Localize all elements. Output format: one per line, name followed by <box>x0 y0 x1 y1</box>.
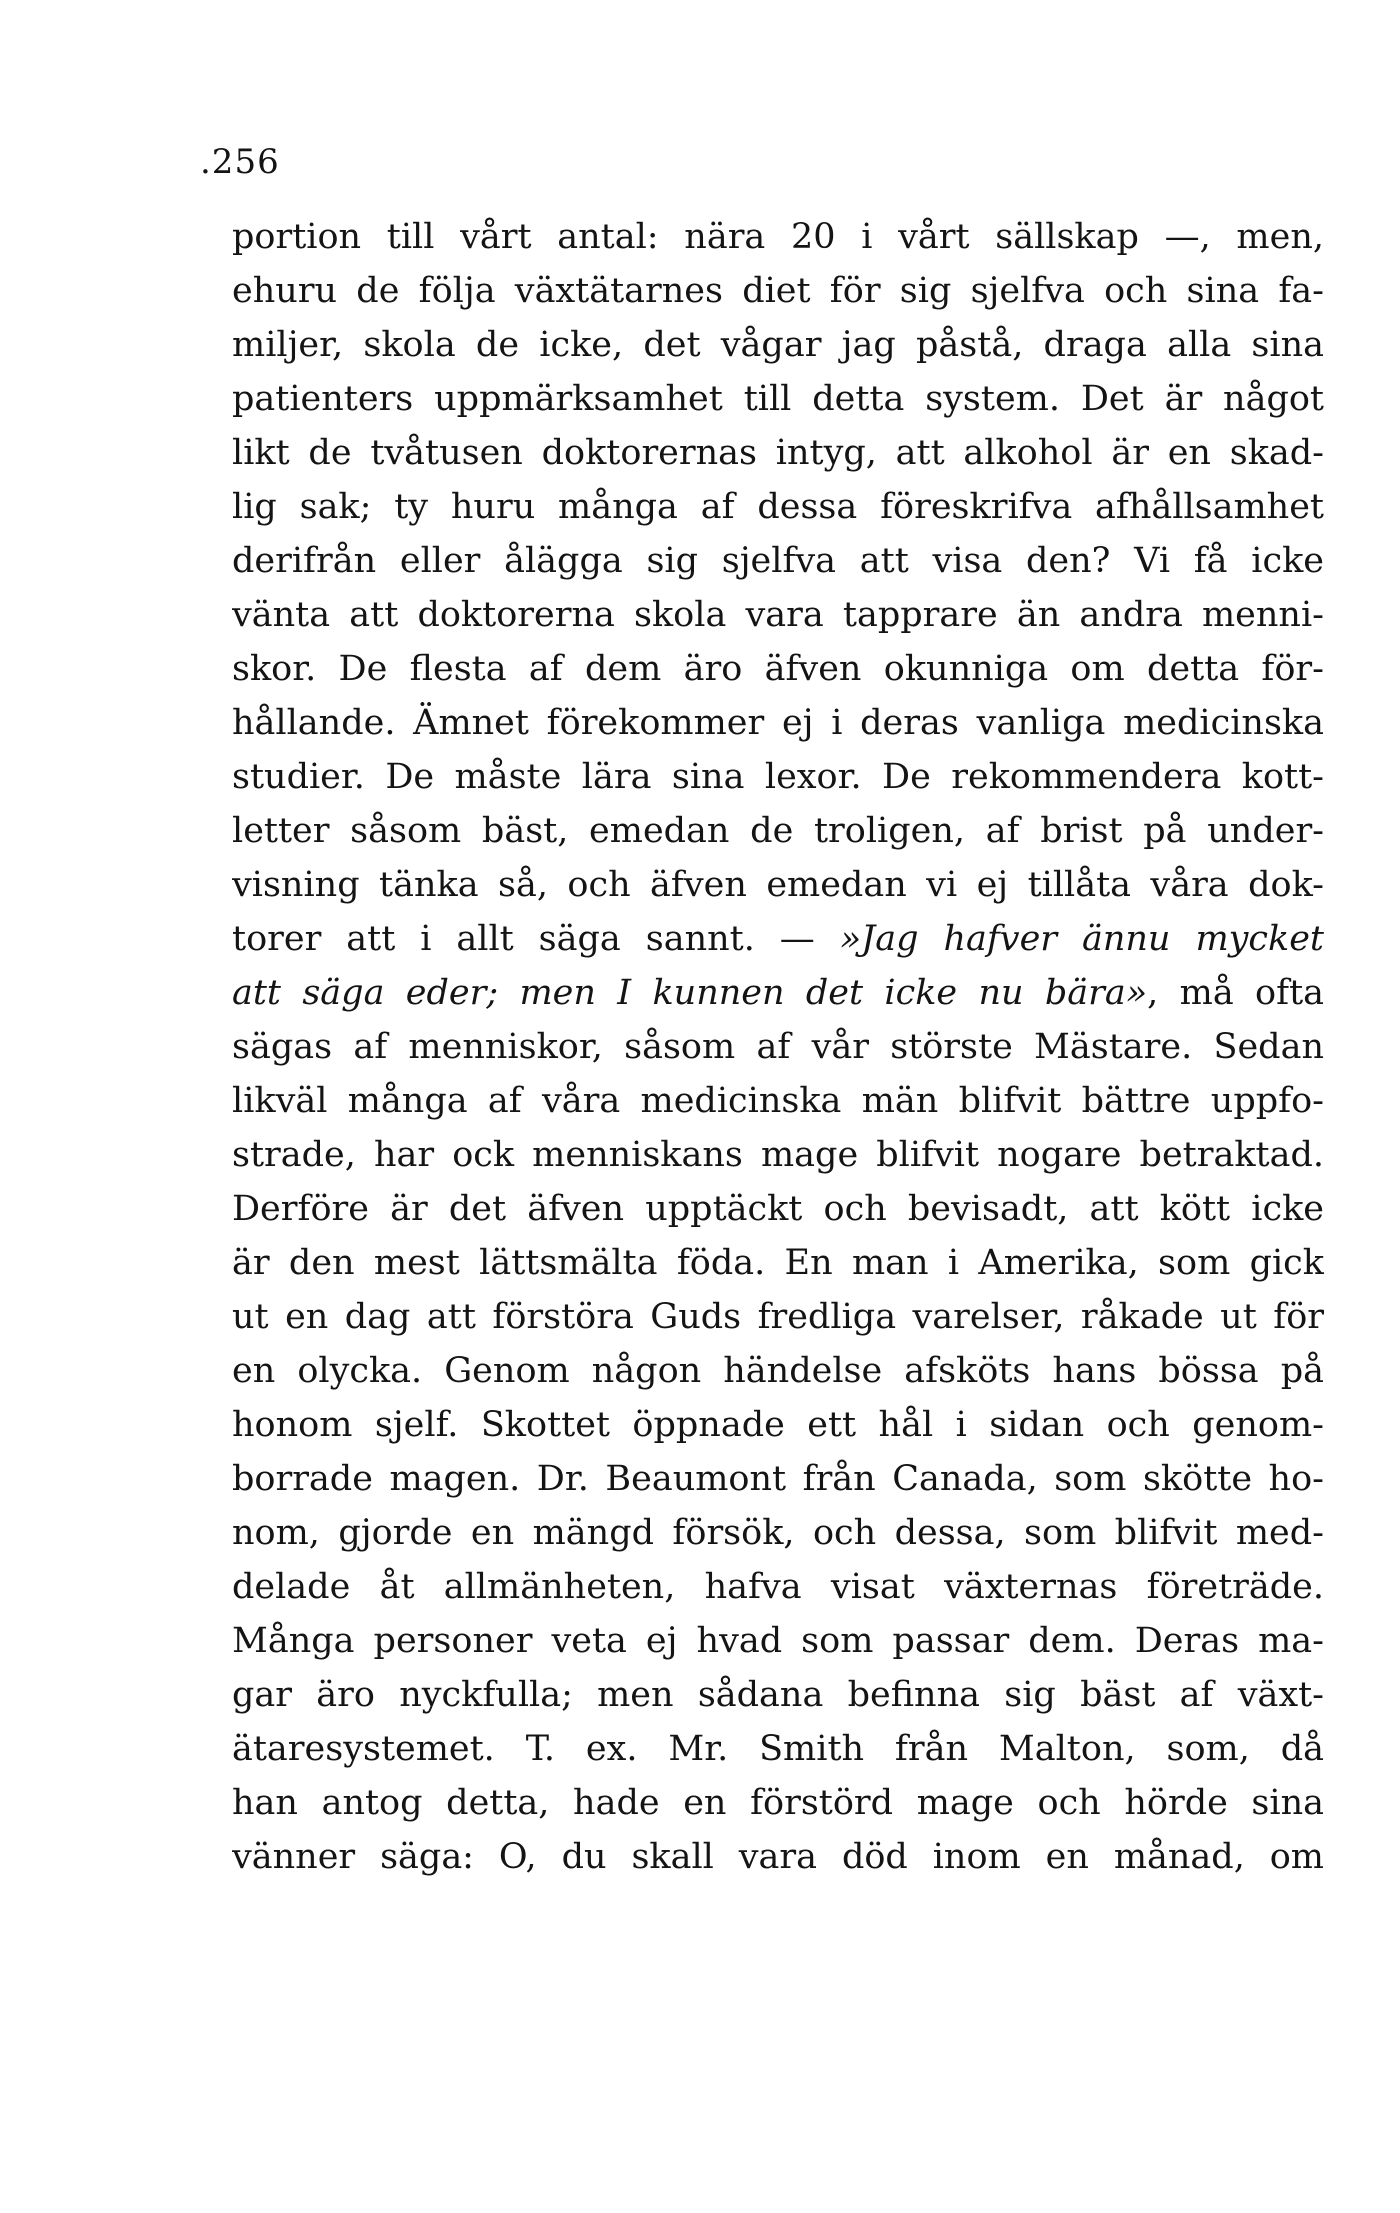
plain-segment: , må ofta <box>1147 973 1324 1013</box>
page-number: .256 <box>200 142 280 182</box>
text-line: honom sjelf. Skottet öppnade ett hål i sidan och genom- <box>232 1405 1324 1445</box>
text-line: Många personer veta ej hvad som passar dem. Deras ma- <box>232 1621 1324 1661</box>
text-line: vänta att doktorerna skola vara tapprare än andra menni- <box>232 595 1324 635</box>
text-line: lig sak; ty huru många af dessa föreskrifva afhållsamhet <box>232 487 1324 527</box>
text-line: skor. De flesta af dem äro äfven okunniga om detta för- <box>232 649 1324 689</box>
italic-quote-segment: att säga eder; men I kunnen det icke nu bära» <box>232 973 1148 1013</box>
text-line: en olycka. Genom någon händelse afsköts hans bössa på <box>232 1351 1324 1391</box>
text-line: patienters uppmärksamhet till detta system. Det är något <box>232 379 1324 419</box>
text-line: gar äro nyckfulla; men sådana befinna sig bäst af växt- <box>232 1675 1324 1715</box>
text-line: sägas af menniskor, såsom af vår störste Mästare. Sedan <box>232 1027 1324 1067</box>
text-line: nom, gjorde en mängd försök, och dessa, som blifvit med- <box>232 1513 1324 1553</box>
italic-quote-segment: »Jag hafver ännu mycket <box>839 919 1324 959</box>
body-text <box>232 210 1324 1884</box>
text-line: hållande. Ämnet förekommer ej i deras vanliga medicinska <box>232 703 1324 743</box>
text-line: delade åt allmänheten, hafva visat växternas företräde. <box>232 1567 1324 1607</box>
plain-segment: torer att i allt säga sannt. — <box>232 919 840 959</box>
text-line: miljer, skola de icke, det vågar jag påstå, draga alla sina <box>232 325 1324 365</box>
text-line-mixed <box>232 912 1324 966</box>
text-line: borrade magen. Dr. Beaumont från Canada, som skötte ho- <box>232 1459 1324 1499</box>
text-line: studier. De måste lära sina lexor. De rekommendera kott- <box>232 757 1324 797</box>
text-line: ehuru de följa växtätarnes diet för sig sjelfva och sina fa- <box>232 271 1324 311</box>
text-line: ätaresystemet. T. ex. Mr. Smith från Malton, som, då <box>232 1729 1324 1769</box>
text-line: ut en dag att förstöra Guds fredliga varelser, råkade ut för <box>232 1297 1324 1337</box>
text-line: är den mest lättsmälta föda. En man i Amerika, som gick <box>232 1243 1324 1283</box>
text-line: han antog detta, hade en förstörd mage och hörde sina <box>232 1783 1324 1823</box>
text-line-mixed <box>232 966 1324 1020</box>
text-line: likväl många af våra medicinska män blifvit bättre uppfo- <box>232 1081 1324 1121</box>
text-line: strade, har ock menniskans mage blifvit nogare betraktad. <box>232 1135 1324 1175</box>
text-line: Derföre är det äfven upptäckt och bevisadt, att kött icke <box>232 1189 1324 1229</box>
text-line: visning tänka så, och äfven emedan vi ej tillåta våra dok- <box>232 865 1324 905</box>
text-line: letter såsom bäst, emedan de troligen, af brist på under- <box>232 811 1324 851</box>
text-line: portion till vårt antal: nära 20 i vårt sällskap —, men, <box>232 217 1324 257</box>
text-line: likt de tvåtusen doktorernas intyg, att alkohol är en skad- <box>232 433 1324 473</box>
text-line: derifrån eller ålägga sig sjelfva att visa den? Vi få icke <box>232 541 1324 581</box>
text-line: vänner säga: O, du skall vara död inom en månad, om <box>232 1837 1324 1877</box>
